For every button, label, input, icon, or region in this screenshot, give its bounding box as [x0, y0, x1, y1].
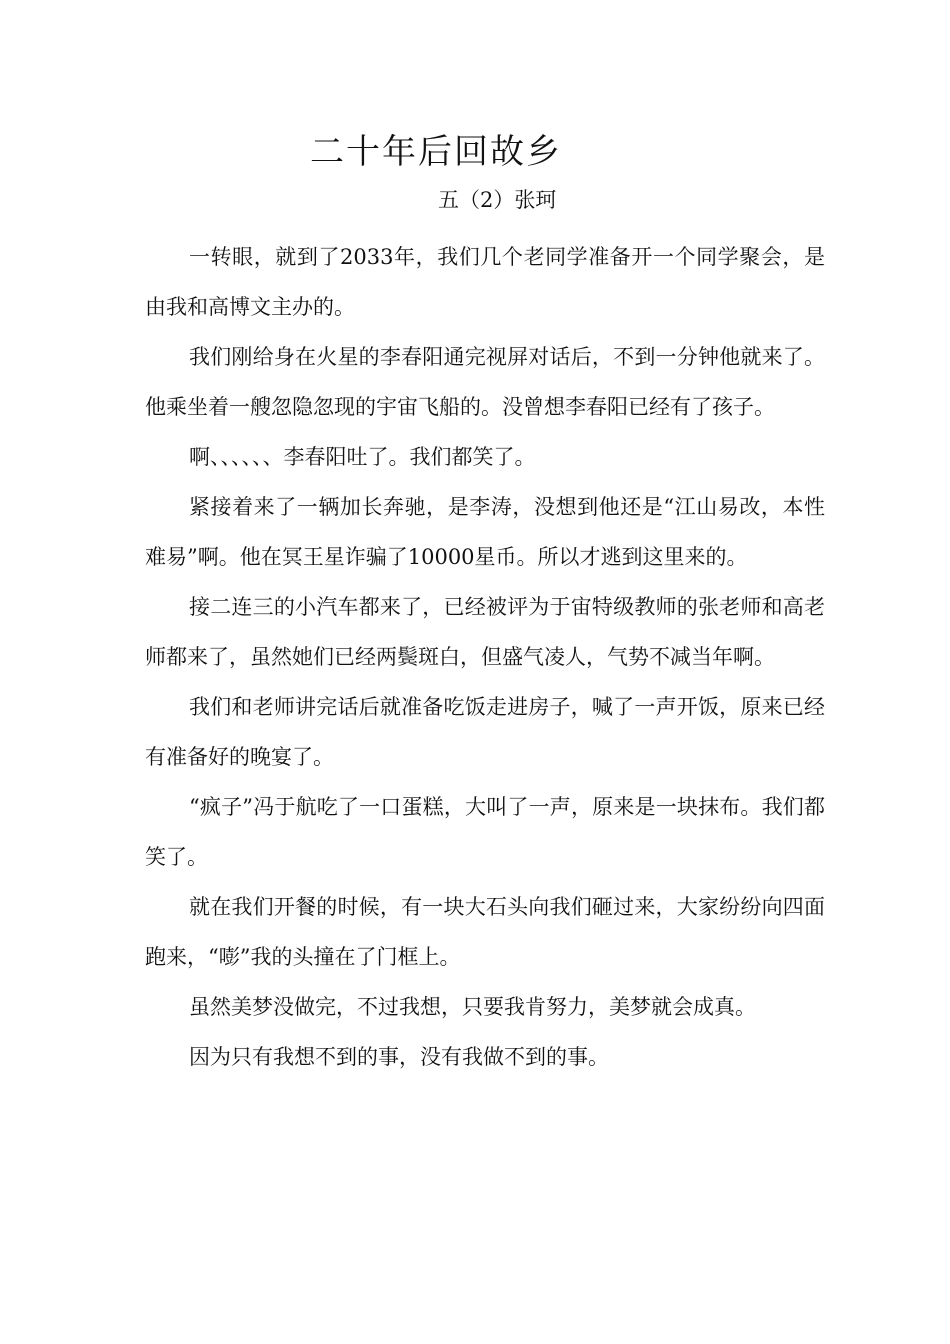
- paragraph: 接二连三的小汽车都来了，已经被评为于宙特级教师的张老师和高老师都来了，虽然她们已经两鬓斑白，但盛气凌人，气势不减当年啊。: [145, 595, 825, 669]
- paragraph: 紧接着来了一辆加长奔驰，是李涛，没想到他还是“江山易改，本性难易”啊。他在冥王星诈骗了10000星币。所以才逃到这里来的。: [145, 495, 825, 569]
- paragraph: 就在我们开餐的时候，有一块大石头向我们砸过来，大家纷纷向四面跑来，“嘭”我的头撞在了门框上。: [145, 895, 825, 969]
- author-line: 五（2）张珂: [438, 188, 557, 212]
- paragraph: 虽然美梦没做完，不过我想，只要我肯努力，美梦就会成真。: [189, 995, 756, 1019]
- paragraph: 啊、、、、、、李春阳吐了。我们都笑了。: [189, 445, 536, 469]
- paragraph: 因为只有我想不到的事，没有我做不到的事。: [189, 1045, 609, 1069]
- paragraph: 我们刚给身在火星的李春阳通完视屏对话后，不到一分钟他就来了。他乘坐着一艘忽隐忽现的宇宙飞船的。没曾想李春阳已经有了孩子。: [145, 345, 825, 419]
- paragraph: 一转眼，就到了2033年，我们几个老同学准备开一个同学聚会，是由我和高博文主办的。: [145, 245, 825, 319]
- paragraph: “疯子”冯于航吃了一口蛋糕，大叫了一声，原来是一块抹布。我们都笑了。: [145, 795, 825, 869]
- paragraph: 我们和老师讲完话后就准备吃饭走进房子，喊了一声开饭，原来已经有准备好的晚宴了。: [145, 695, 825, 769]
- document-body: [145, 232, 825, 1082]
- document-title: 二十年后回故乡: [310, 132, 562, 172]
